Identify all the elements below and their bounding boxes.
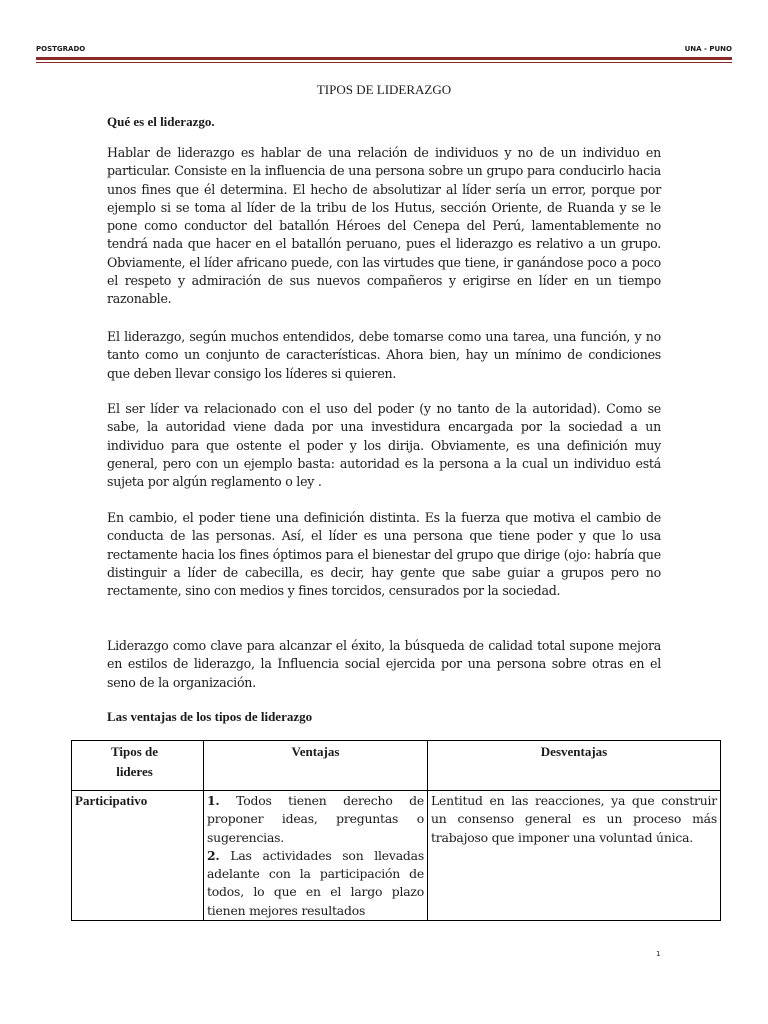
leadership-types-table [71,740,721,921]
ventaja-item [207,792,424,847]
header-left: POSTGRADO [36,45,86,53]
paragraph-3: El ser líder va relacionado con el uso del poder (y no tanto de la autoridad). Como se sabe, la autoridad viene dada por una investidura encargada por la sociedad a un individuo para que ostente el poder y los dirija. Obviamente, es una definición muy general, pero con un ejemplo basta: autoridad es la persona a la cual un individuo está sujeta por algún reglamento o ley . [107,401,661,490]
ventaja-number: 1. [207,793,220,808]
header-rule-thin [36,62,732,63]
paragraph-5: Liderazgo como clave para alcanzar el éxito, la búsqueda de calidad total supone mejora en estilos de liderazgo, la Influencia social ejercida por una persona sobre otras en el seno de la organización. [107,638,661,690]
header-right: UNA - PUNO [684,45,732,53]
cell-ventajas [204,791,428,921]
cell-desventajas: Lentitud en las reacciones, ya que construir un consenso general es un proceso más trabajoso que imponer una voluntad única. [428,791,721,921]
column-header-ventajas: Ventajas [204,741,428,791]
section-heading-ventajas: Las ventajas de los tipos de liderazgo [107,709,313,724]
page-header [36,45,732,53]
ventaja-number: 2. [207,847,220,863]
paragraph-4: En cambio, el poder tiene una definición distinta. Es la fuerza que motiva el cambio de conducta de las personas. Así, el líder es una persona que tiene poder y que lo usa rectamente hacia los fines óptimos para el bienestar del grupo que dirige (ojo: habría que distinguir a líder de cabecilla, es decir, hay gente que sabe guiar a grupos pero no rectamente, sino con medios y fines torcidos, censurados por la sociedad. [107,510,661,599]
table-row [72,791,721,921]
header-rule-thick [36,57,732,60]
cell-tipo: Participativo [72,791,204,921]
paragraph-1: Hablar de liderazgo es hablar de una relación de individuos y no de un individuo en particular. Consiste en la influencia de una persona sobre un grupo para conducirlo hacia unos fines que él determina. El hecho de absolutizar al líder sería un error, porque por ejemplo si se toma al líder de la tribu de los Hutus, sección Oriente, de Ruanda y se le pone como conductor del batallón Héroes del Cenepa del Perú, lamentablemente no tendrá nada que hacer en el batallón peruano, pues el liderazgo es relativo a un grupo. Obviamente, el líder africano puede, con las virtudes que tiene, ir ganándose poco a poco el respeto y admiración de sus nuevos compañeros y erigirse en líder en un tiempo razonable. [107,145,661,307]
paragraph-2: El liderazgo, según muchos entendidos, debe tomarse como una tarea, una función, y no tanto como un conjunto de características. Ahora bien, hay un mínimo de condiciones que deben llevar consigo los líderes si quieren. [107,329,661,381]
document-title: TIPOS DE LIDERAZGO [316,82,452,97]
page-number: 1 [656,950,661,958]
column-header-tipos: Tipos de lideres [72,741,204,791]
table-header-row [72,741,721,791]
column-header-desventajas: Desventajas [428,741,721,791]
ventaja-text: Todos tienen derecho de proponer ideas, preguntas o sugerencias. [207,793,424,845]
ventaja-text: Las actividades son llevadas adelante con la participación de todos, lo que en el largo plazo tienen mejores resultados [207,847,424,918]
ventaja-item [207,847,424,920]
section-heading-que-es: Qué es el liderazgo. [107,114,215,129]
